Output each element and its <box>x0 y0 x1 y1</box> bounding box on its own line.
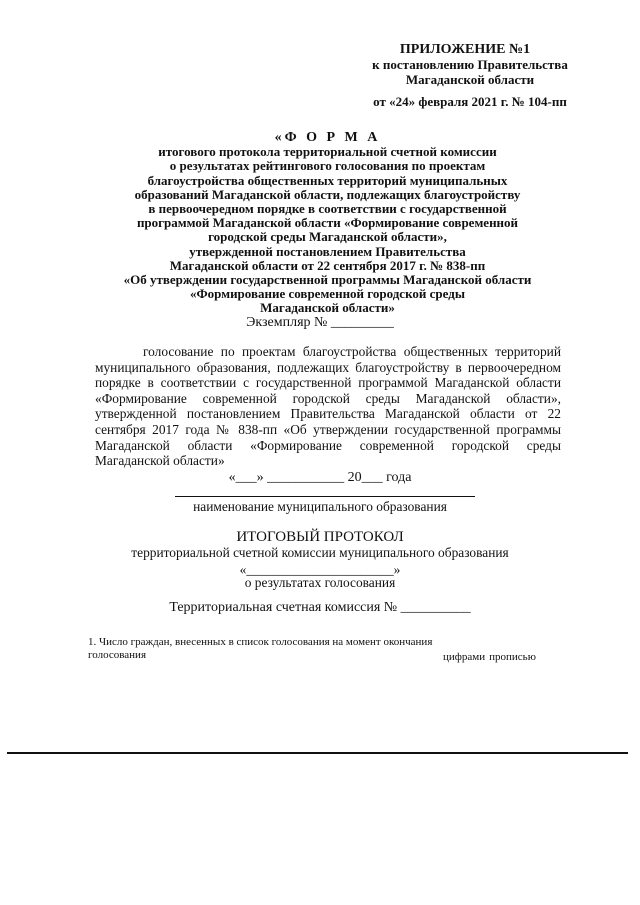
form-title-line: о результатах рейтингового голосования по проектам <box>169 158 486 174</box>
form-title-line: «Формирование современной городской среды <box>190 286 465 302</box>
appendix-title: ПРИЛОЖЕНИЕ №1 <box>399 42 531 57</box>
appendix-header <box>300 42 600 109</box>
copy-number-line: Экземпляр № _________ <box>246 315 394 330</box>
intro-paragraph: голосование по проектам благоустройства общественных территорий муниципального образования, подлежащих благоустройству в первоочередном порядке в соответствии с государственной программой Магаданской области «Формирование современной городской среды Магаданской области», утвержденной постановлением Правительства Магаданской области от 22 сентября 2017 года № 838-пп «Об утверждении государственной программы Магаданской области «Формирование современной городской среды Магаданской области» <box>95 344 561 469</box>
bottom-divider <box>7 752 628 754</box>
appendix-date: от «24» февраля 2021 г. № 104-пп <box>373 94 567 109</box>
appendix-line2: Магаданской области <box>405 72 535 87</box>
form-title-line: «Об утверждении государственной программы Магаданской области <box>123 272 532 288</box>
protocol-municipality-blank: «______________________» <box>239 562 401 577</box>
appendix-line1: к постановлению Правительства <box>372 57 568 72</box>
commission-number-line: Территориальная счетная комиссия № __________ <box>169 600 471 615</box>
column-words: прописью <box>489 651 536 663</box>
protocol-result-line: о результатах голосования <box>244 575 396 590</box>
protocol-subtitle: территориальной счетной комиссии муниципального образования <box>131 545 509 560</box>
item-1-columns <box>443 651 540 663</box>
item-1-text: 1. Число граждан, внесенных в список голосования на момент окончания голосования <box>88 636 433 661</box>
column-digits: цифрами <box>443 651 486 663</box>
protocol-title: ИТОГОВЫЙ ПРОТОКОЛ <box>236 529 404 545</box>
date-line: «___» ___________ 20___ года <box>228 470 412 485</box>
form-title <box>90 131 565 316</box>
form-title-line: в первоочередном порядке в соответствии с государственной <box>148 201 507 217</box>
form-title-head: «Ф О Р М А <box>274 130 381 145</box>
form-title-line: Магаданской области» <box>260 300 395 316</box>
form-title-line: благоустройства общественных территорий муниципальных <box>147 172 508 188</box>
form-title-line: Магаданской области от 22 сентября 2017 г. № 838-пп <box>169 257 486 273</box>
municipality-name-label: наименование муниципального образования <box>193 499 447 514</box>
form-title-line: образований Магаданской области, подлежащих благоустройству <box>134 186 521 202</box>
form-title-line: утвержденной постановлением Правительства <box>189 243 466 259</box>
form-title-line: программой Магаданской области «Формирование современной <box>136 215 519 231</box>
form-title-line: итогового протокола территориальной счетной комиссии <box>158 144 497 160</box>
municipality-name-line <box>175 496 475 497</box>
form-title-line: городской среды Магаданской области», <box>208 229 447 245</box>
